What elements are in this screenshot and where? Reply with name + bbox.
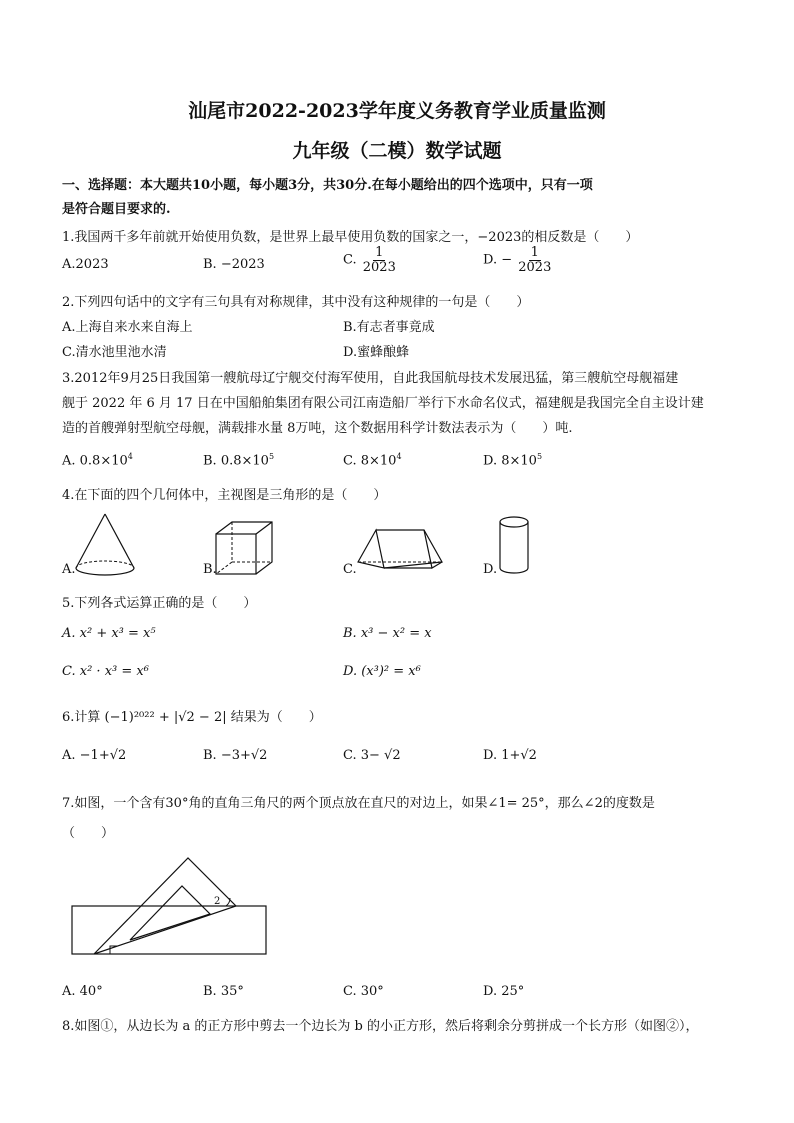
- q3-option-a: [62, 452, 133, 468]
- q6-option-a: A. −1+√2: [62, 748, 127, 763]
- q2-stem: 2.下列四句话中的文字有三句具有对称规律，其中没有这种规律的一句是（ ）: [62, 295, 530, 310]
- q7-option-b: B. 35°: [203, 984, 244, 999]
- q2-option-d: D.蜜蜂酿蜂: [343, 345, 410, 360]
- q1-option-c-fraction: [361, 246, 398, 274]
- q1-option-c-denominator: 2023: [362, 259, 396, 275]
- q6-stem: 6.计算 (−1)²⁰²² + |√2 − 2| 结果为（ ）: [62, 710, 322, 725]
- q7-option-a: A. 40°: [62, 984, 103, 999]
- section-instruction-line2: 是符合题目要求的.: [62, 202, 171, 217]
- q4-option-c: C.: [343, 562, 357, 577]
- q7-option-d: D. 25°: [483, 984, 525, 999]
- q2-option-b: B.有志者事竟成: [343, 320, 435, 335]
- q1-option-d-denominator: 2023: [518, 259, 552, 275]
- q5-option-a: A. x² + x³ = x⁵: [62, 626, 156, 641]
- section-instruction-line1: 一、选择题：本大题共10小题，每小题3分，共30分.在每小题给出的四个选项中，只有一项: [62, 178, 593, 193]
- q5-stem: 5.下列各式运算正确的是（ ）: [62, 596, 257, 611]
- q3-line1: 3.2012年9月25日我国第一艘航母辽宁舰交付海军使用，自此我国航母技术发展迅猛，第三艘航空母舰福建: [62, 371, 679, 386]
- exam-subtitle: 九年级（二模）数学试题: [292, 140, 502, 162]
- angle-label-2: 2: [214, 896, 221, 907]
- q1-option-c-label: C.: [343, 252, 357, 268]
- q2-option-c: C.清水池里池水清: [62, 345, 167, 360]
- set-square-inner: [130, 886, 210, 940]
- q1-option-b: B. −2023: [203, 257, 265, 272]
- q3-line3: 造的首艘弹射型航空母舰，满载排水量 8万吨，这个数据用科学计数法表示为（ ）吨.: [62, 421, 573, 436]
- q5-option-b: B. x³ − x² = x: [343, 626, 432, 641]
- triangular-prism-figure: [354, 522, 446, 578]
- q3-option-d-exponent: 5: [536, 452, 543, 461]
- exam-title: 汕尾市2022-2023学年度义务教育学业质量监测: [188, 100, 606, 122]
- q3-option-c: [343, 452, 402, 468]
- q4-stem: 4.在下面的四个几何体中，主视图是三角形的是（ ）: [62, 488, 387, 503]
- cone-figure: [70, 510, 140, 580]
- q1-option-a: A.2023: [62, 257, 109, 272]
- q1-stem: 1.我国两千多年前就开始使用负数，是世界上最早使用负数的国家之一，−2023的相反数是（ ）: [62, 230, 639, 245]
- q7-option-c: C. 30°: [343, 984, 384, 999]
- q6-option-c: C. 3− √2: [343, 748, 401, 763]
- q3-option-b-base: B. 0.8×10: [203, 453, 269, 469]
- q1-option-d-label: D. −: [483, 252, 513, 268]
- q5-option-c: C. x² · x³ = x⁶: [62, 664, 149, 679]
- q3-option-b-exponent: 5: [268, 452, 275, 461]
- q1-option-c-numerator: 1: [375, 245, 384, 260]
- q3-line2: 舰于 2022 年 6 月 17 日在中国船舶集团有限公司江南造船厂举行下水命名仪式，福建舰是我国完全自主设计建: [62, 396, 704, 411]
- q1-option-d-numerator: 1: [530, 245, 539, 260]
- q3-option-b: [203, 452, 274, 468]
- q2-option-a: A.上海自来水来自海上: [62, 320, 193, 335]
- cube-figure: [212, 518, 278, 578]
- q7-line2: （ ）: [62, 826, 115, 841]
- q6-option-d: D. 1+√2: [483, 748, 537, 763]
- q1-option-d-fraction: [516, 246, 553, 274]
- q3-option-d-base: D. 8×10: [483, 453, 537, 469]
- q4-option-a: A.: [62, 562, 76, 577]
- q4-option-d: D.: [483, 562, 498, 577]
- q5-option-d: D. (x³)² = x⁶: [343, 664, 421, 679]
- q1-option-c: [343, 246, 398, 274]
- cylinder-figure: [494, 512, 534, 578]
- q7-line1: 7.如图，一个含有30°角的直角三角尺的两个顶点放在直尺的对边上，如果∠1= 25°，那么∠2的度数是: [62, 796, 655, 811]
- q4-option-b: B.: [203, 562, 217, 577]
- q1-option-d: [483, 246, 553, 274]
- q3-option-a-exponent: 4: [127, 452, 133, 461]
- q8-line1: 8.如图①，从边长为 a 的正方形中剪去一个边长为 b 的小正方形，然后将剩余分剪拼成一个长方形（如图②），: [62, 1019, 699, 1034]
- q6-option-b: B. −3+√2: [203, 748, 268, 763]
- q3-option-c-exponent: 4: [396, 452, 402, 461]
- ruler-triangle-figure: [70, 854, 270, 958]
- q3-option-d: [483, 452, 542, 468]
- q3-option-a-base: A. 0.8×10: [62, 453, 128, 469]
- q3-option-c-base: C. 8×10: [343, 453, 397, 469]
